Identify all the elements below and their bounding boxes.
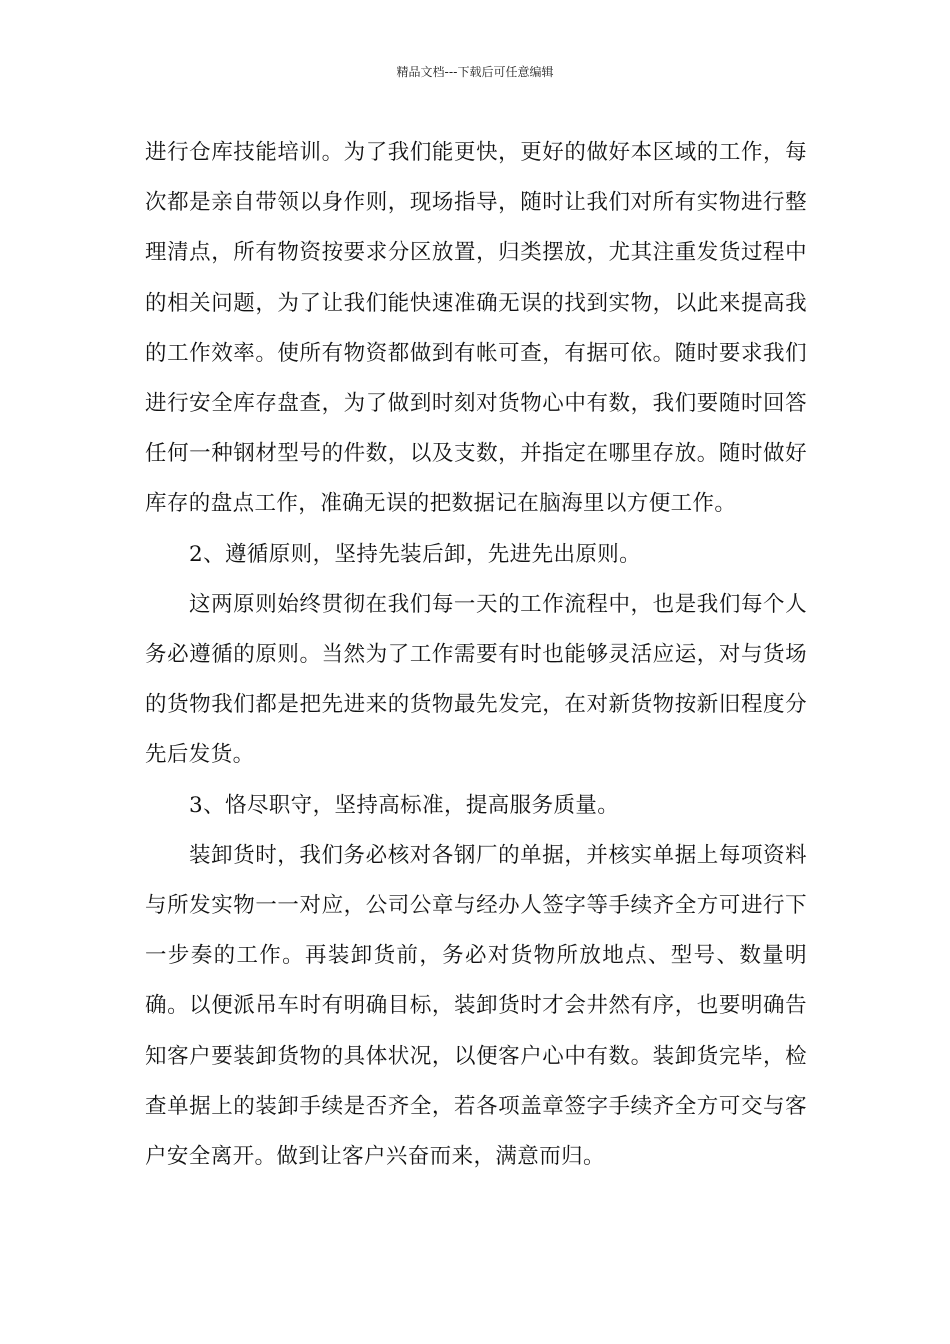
section-heading-3: 3、恪尽职守，坚持高标准，提高服务质量。 bbox=[189, 792, 620, 818]
paragraph-continued: 进行仓库技能培训。为了我们能更快，更好的做好本区域的工作，每次都是亲自带领以身作则，现场指导，随时让我们对所有实物进行整理清点，所有物资按要求分区放置，归类摆放，尤其注重发货过程中的相关问题，为了让我们能快速准确无误的找到实物，以此来提高我的工作效率。使所有物资都做到有帐可查，有据可依。随时要求我们进行安全库存盘查，为了做到时刻对货物心中有数，我们要随时回答任何一种钢材型号的件数，以及支数，并指定在哪里存放。随时做好库存的盘点工作，准确无误的把数据记在脑海里以方便工作。 bbox=[145, 140, 807, 517]
paragraph-principles: 这两原则始终贯彻在我们每一天的工作流程中，也是我们每个人务必遵循的原则。当然为了工作需要有时也能够灵活应运，对与货场的货物我们都是把先进来的货物最先发完，在对新货物按新旧程度分先后发货。 bbox=[145, 591, 807, 768]
section-heading-2: 2、遵循原则，坚持先装后卸，先进先出原则。 bbox=[189, 541, 642, 567]
paragraph-loading: 装卸货时，我们务必核对各钢厂的单据，并核实单据上每项资料与所发实物一一对应，公司公章与经办人签字等手续齐全方可进行下一步奏的工作。再装卸货前，务必对货物所放地点、型号、数量明确。以便派吊车时有明确目标，装卸货时才会井然有序，也要明确告知客户要装卸货物的具体状况，以便客户心中有数。装卸货完毕，检查单据上的装卸手续是否齐全，若各项盖章签字手续齐全方可交与客户安全离开。做到让客户兴奋而来，满意而归。 bbox=[145, 842, 807, 1170]
document-body bbox=[145, 128, 807, 1182]
page-header: 精品文档---下载后可任意编辑 bbox=[396, 65, 554, 79]
